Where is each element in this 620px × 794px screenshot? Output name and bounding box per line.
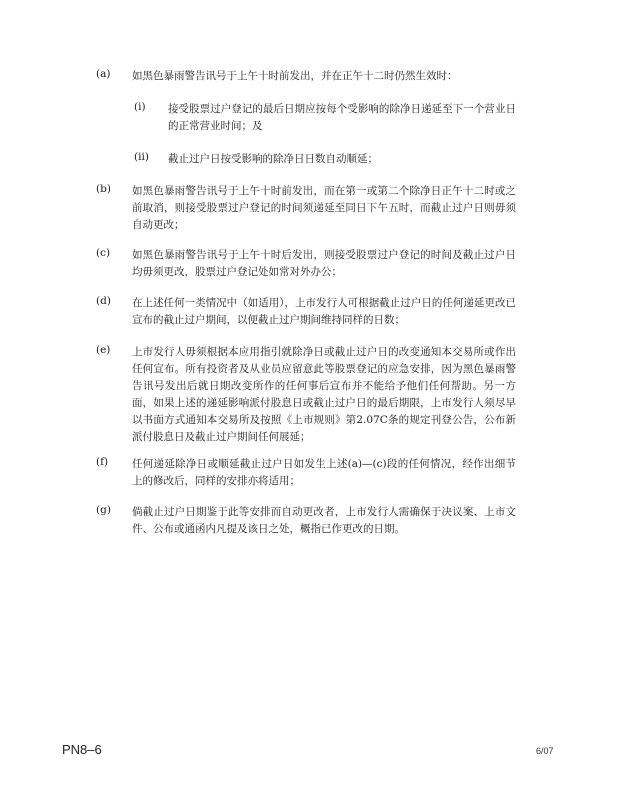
text-a: 如黑色暴雨警告讯号于上午十时前发出，并在正午十二时仍然生效时：	[132, 70, 458, 82]
paragraph-b	[96, 183, 516, 234]
text-a-i: 接受股票过户登记的最后日期应按每个受影响的除净日递延至下一个营业日的正常营业时间；及	[168, 103, 516, 132]
paragraph-e	[96, 344, 516, 446]
paragraph-c	[96, 247, 516, 281]
paragraph-d	[96, 295, 516, 329]
paragraph-g	[96, 504, 516, 538]
marker-c: (c)	[96, 247, 111, 259]
marker-a-i: (i)	[134, 101, 146, 113]
text-b: 如黑色暴雨警告讯号于上午十时前发出，而在第一或第二个除净日正午十二时或之前取消，则接受股票过户登记的时间须递延至同日下午五时，而截止过户日则毋须自动更改；	[132, 185, 516, 231]
marker-a-ii: (ii)	[134, 151, 149, 163]
revision-date: 6/07	[536, 746, 554, 756]
page-code: PN8–6	[62, 742, 102, 757]
text-g: 倘截止过户日期鉴于此等安排而自动更改者，上市发行人需确保于决议案、上市文件、公布或通函内凡提及该日之处，概指已作更改的日期。	[132, 506, 516, 535]
text-f: 任何递延除净日或顺延截止过户日如发生上述(a)—(c)段的任何情况，经作出细节上的修改后，同样的安排亦将适用；	[132, 458, 516, 487]
marker-b: (b)	[96, 183, 111, 195]
paragraph-a-i	[134, 101, 516, 135]
marker-a: (a)	[96, 68, 111, 80]
text-c: 如黑色暴雨警告讯号于上午十时后发出，则接受股票过户登记的时间及截止过户日均毋须更改，股票过户登记处如常对外办公；	[132, 249, 516, 278]
paragraph-a	[96, 68, 516, 85]
marker-f: (f)	[96, 456, 109, 468]
text-e: 上市发行人毋须根据本应用指引就除净日或截止过户日的改变通知本交易所或作出任何宣布。所有投资者及从业员应留意此等股票登记的应急安排，因为黑色暴雨警告讯号发出后就日期改变所作的任何事后宣布并不能给予他们任何帮助。另一方面，如果上述的递延影响派付股息日或截止过户日的最后期限，上市发行人须尽早以书面方式通知本交易所及按照《上市规则》第2.07C条的规定刊登公告，公布新派付股息日及截止过户期间任何展延；	[132, 346, 516, 443]
paragraph-f	[96, 456, 516, 490]
marker-d: (d)	[96, 295, 111, 307]
text-d: 在上述任何一类情况中（如适用），上市发行人可根据截止过户日的任何递延更改已宣布的截止过户期间，以便截止过户期间维持同样的日数；	[132, 297, 516, 326]
text-a-ii: 截止过户日按受影响的除净日日数自动顺延；	[168, 153, 378, 165]
marker-g: (g)	[96, 504, 111, 516]
marker-e: (e)	[96, 344, 111, 356]
paragraph-a-ii	[134, 151, 516, 168]
